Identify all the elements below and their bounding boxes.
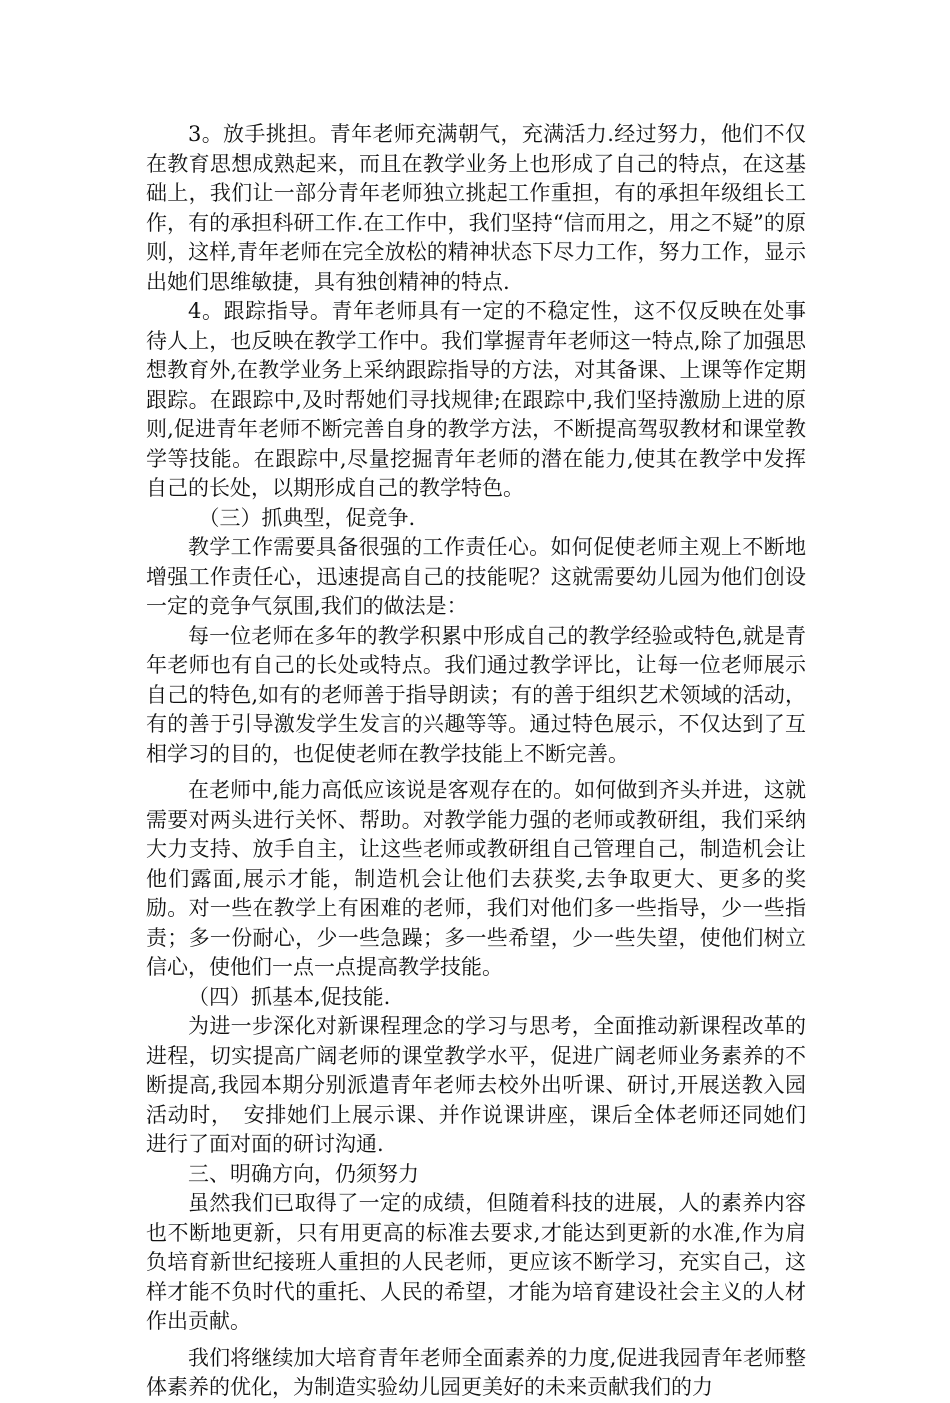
section-heading-basics: （四）抓基本,促技能.: [188, 984, 391, 1009]
paragraph-new-curriculum: 为进一步深化对新课程理念的学习与思考，全面推动新课程改革的进程，切实提高广阔老师的课堂教学水平，促进广阔老师业务素养的不断提高,我园本期分别派遣青年老师去校外出听课、研讨,开展送教入园活动时， 安排她们上展示课、并作说课讲座，课后全体老师还同她们进行了面对面的研讨沟通.: [146, 1014, 806, 1156]
paragraph-let-go: 3。放手挑担。青年老师充满朝气，充满活力.经过努力，他们不仅在教育思想成熟起来，而且在教学业务上也形成了自己的特点，在这基础上，我们让一部分青年老师独立挑起工作重担，有的承担年级组长工作，有的承担科研工作.在工作中，我们坚持“信而用之，用之不疑”的原则，这样,青年老师在完全放松的精神状态下尽力工作，努力工作，显示出她们思维敏捷，具有独创精神的特点.: [146, 122, 806, 294]
paragraph-ability-levels: 在老师中,能力高低应该说是客观存在的。如何做到齐头并进，这就需要对两头进行关怀、帮助。对教学能力强的老师或教研组，我们采纳大力支持、放手自主，让这些老师或教研组自己管理自己，制造机会让他们露面,展示才能，制造机会让他们去获奖,去争取更大、更多的奖励。对一些在教学上有困难的老师，我们对他们多一些指导，少一些指责；多一份耐心，少一些急躁；多一些希望，少一些失望，使他们树立信心，使他们一点一点提高教学技能。: [146, 778, 806, 979]
paragraph-responsibility: 教学工作需要具备很强的工作责任心。如何促使老师主观上不断地增强工作责任心，迅速提高自己的技能呢？这就需要幼儿园为他们创设一定的竞争气氛围,我们的做法是：: [146, 535, 806, 618]
section-heading-direction: 三、明确方向，仍须努力: [188, 1161, 419, 1186]
paragraph-continue-learning: 虽然我们已取得了一定的成绩，但随着科技的进展，人的素养内容也不断地更新，只有用更高的标准去要求,才能达到更新的水准,作为肩负培育新世纪接班人重担的人民老师，更应该不断学习，充实自己，这样才能不负时代的重托、人民的希望，才能为培育建设社会主义的人材作出贡献。: [146, 1191, 806, 1333]
paragraph-tracking-guidance: 4。跟踪指导。青年老师具有一定的不稳定性，这不仅反映在处事待人上，也反映在教学工作中。我们掌握青年老师这一特点,除了加强思想教育外,在教学业务上采纳跟踪指导的方法，对其备课、上课等作定期跟踪。在跟踪中,及时帮她们寻找规律;在跟踪中,我们坚持激励上进的原则,促进青年老师不断完善自身的教学方法，不断提高驾驭教材和课堂教学等技能。在跟踪中,尽量挖掘青年老师的潜在能力,使其在教学中发挥自己的长处，以期形成自己的教学特色。: [146, 299, 806, 500]
section-heading-typical: （三）抓典型，促竞争.: [198, 505, 416, 530]
paragraph-teacher-features: 每一位老师在多年的教学积累中形成自己的教学经验或特色,就是青年老师也有自己的长处或特点。我们通过教学评比，让每一位老师展示自己的特色,如有的老师善于指导朗读；有的善于组织艺术领域的活动，有的善于引导激发学生发言的兴趣等等。通过特色展示，不仅达到了互相学习的目的，也促使老师在教学技能上不断完善。: [146, 623, 806, 766]
document-body: [146, 120, 806, 1403]
paragraph-future: 我们将继续加大培育青年老师全面素养的力度,促进我园青年老师整体素养的优化，为制造实验幼儿园更美好的未来贡献我们的力: [146, 1345, 806, 1399]
